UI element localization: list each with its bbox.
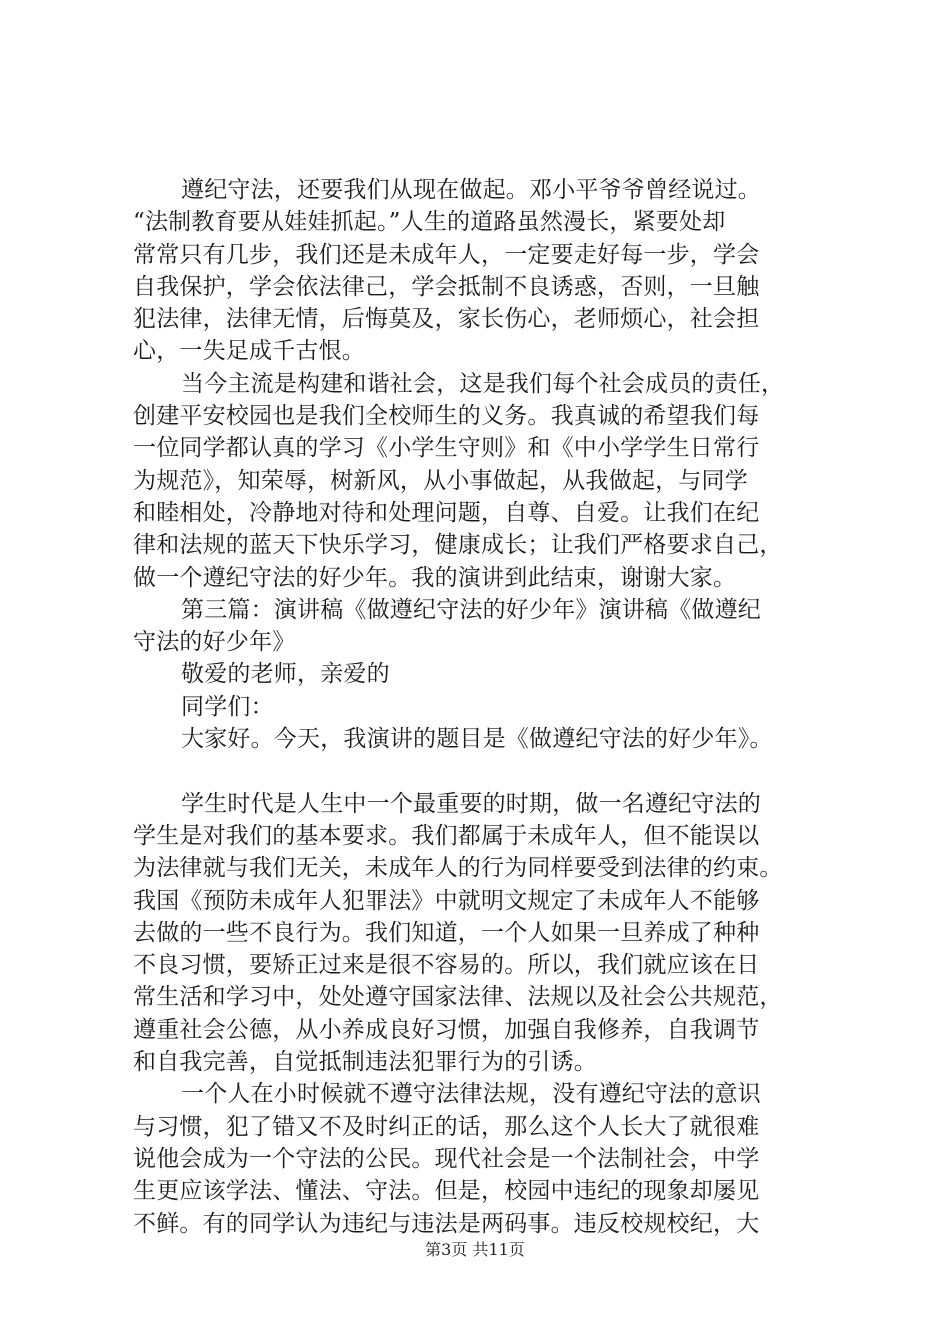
page-footer: 第3页 共11页 bbox=[425, 1240, 525, 1259]
text-line: 遵重社会公德，从小养成良好习惯，加强自我修养，自我调节 bbox=[133, 1016, 760, 1043]
text-line: 敬爱的老师，亲爱的 bbox=[181, 661, 390, 688]
text-line: 大家好。今天，我演讲的题目是《做遵纪守法的好少年》。 bbox=[181, 726, 773, 753]
text-line: 犯法律，法律无情，后悔莫及，家长伤心，老师烦心，社会担 bbox=[133, 306, 760, 333]
text-line: 创建平安校园也是我们全校师生的义务。我真诚的希望我们每 bbox=[133, 403, 760, 430]
text-line: 当今主流是构建和谐社会，这是我们每个社会成员的责任， bbox=[181, 370, 785, 397]
text-line: 遵纪守法，还要我们从现在做起。邓小平爷爷曾经说过。 bbox=[181, 177, 761, 203]
text-line: 生更应该学法、懂法、守法。但是，校园中违纪的现象却屡见 bbox=[133, 1178, 760, 1205]
text-line: 和自我完善，自觉抵制违法犯罪行为的引诱。 bbox=[133, 1049, 597, 1076]
text-line: 第三篇：演讲稿《做遵纪守法的好少年》演讲稿《做遵纪 bbox=[181, 596, 761, 623]
text-line: 同学们： bbox=[181, 693, 274, 720]
text-line: 与习惯，犯了错又不及时纠正的话，那么这个人长大了就很难 bbox=[133, 1113, 760, 1140]
text-line: 守法的好少年》 bbox=[133, 629, 296, 656]
text-line: “法制教育要从娃娃抓起。”人生的道路虽然漫长，紧要处却 bbox=[133, 209, 726, 236]
blank-line bbox=[133, 755, 823, 787]
text-line: 常常只有几步，我们还是未成年人，一定要走好每一步，学会 bbox=[133, 241, 760, 268]
text-line: 常生活和学习中，处处遵守国家法律、法规以及社会公共规范， bbox=[133, 984, 783, 1011]
text-line: 为规范》，知荣辱，树新风，从小事做起，从我做起，与同学 bbox=[133, 467, 748, 494]
document-body bbox=[133, 174, 823, 1240]
text-line: 不良习惯，要矫正过来是很不容易的。所以，我们就应该在日 bbox=[133, 952, 760, 979]
text-line: 一个人在小时候就不遵守法律法规，没有遵纪守法的意识 bbox=[181, 1081, 761, 1108]
text-line: 学生是对我们的基本要求。我们都属于未成年人，但不能误以 bbox=[133, 822, 760, 849]
text-line: 去做的一些不良行为。我们知道，一个人如果一旦养成了种种 bbox=[133, 919, 760, 946]
text-line: 一位同学都认真的学习《小学生守则》和《中小学学生日常行 bbox=[133, 435, 760, 462]
text-line: 学生时代是人生中一个最重要的时期，做一名遵纪守法的 bbox=[181, 790, 761, 817]
text-line: 做一个遵纪守法的好少年。我的演讲到此结束，谢谢大家。 bbox=[133, 564, 737, 591]
text-line: 律和法规的蓝天下快乐学习，健康成长；让我们严格要求自己， bbox=[133, 532, 783, 559]
text-line: 说他会成为一个守法的公民。现代社会是一个法制社会，中学 bbox=[133, 1145, 760, 1172]
text-line: 为法律就与我们无关，未成年人的行为同样要受到法律的约束。 bbox=[133, 855, 783, 882]
text-line: 不鲜。有的同学认为违纪与违法是两码事。违反校规校纪，大 bbox=[133, 1210, 760, 1237]
text-line: 我国《预防未成年人犯罪法》中就明文规定了未成年人不能够 bbox=[133, 887, 760, 914]
text-line: 自我保护，学会依法律己，学会抵制不良诱惑，否则，一旦触 bbox=[133, 273, 760, 300]
text-line: 和睦相处，冷静地对待和处理问题，自尊、自爱。让我们在纪 bbox=[133, 499, 760, 526]
text-line: 心，一失足成千古恨。 bbox=[133, 338, 365, 365]
